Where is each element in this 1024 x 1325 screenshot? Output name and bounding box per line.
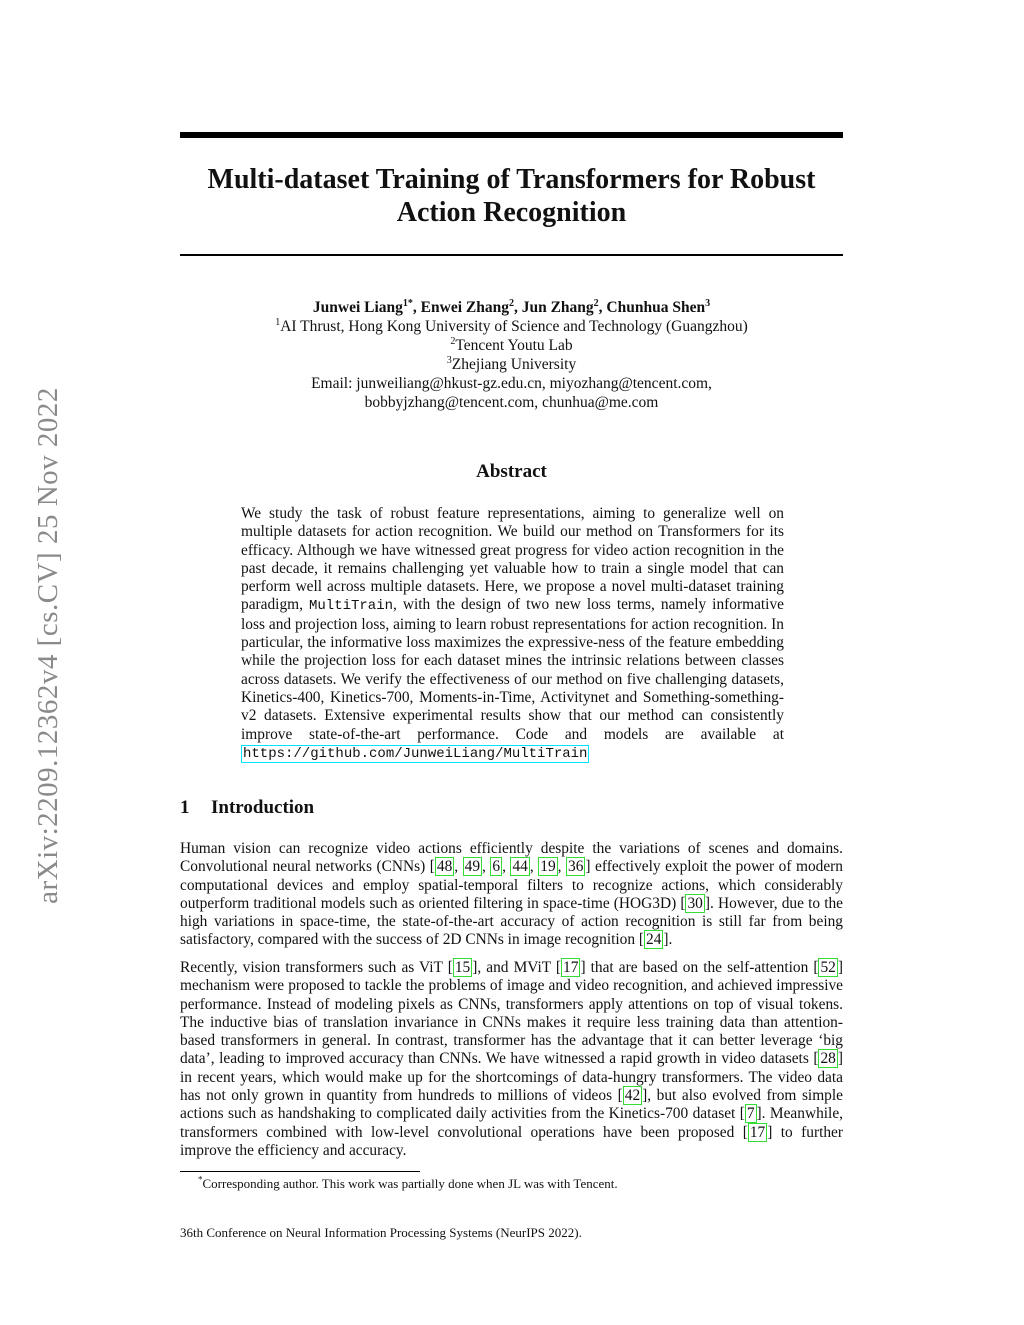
method-name: MultiTrain xyxy=(308,598,393,615)
section-number: 1 xyxy=(180,797,190,818)
author-4-sup: 3 xyxy=(705,297,711,309)
code-url-link[interactable]: https://github.com/JunweiLiang/MultiTrain xyxy=(243,745,588,762)
body-text-span: Human vision can recognize video actions efficiently despite the variations of scenes and domains. Convolutional neural networks (CNNs) [ xyxy=(180,840,843,876)
footnote-text: Corresponding author. This work was partially done when JL was with Tencent. xyxy=(202,1176,618,1191)
email-line-1: Email: junweiliang@hkust-gz.edu.cn, miyozhang@tencent.com, xyxy=(311,375,712,392)
author-block xyxy=(180,298,843,412)
arxiv-stamp xyxy=(28,345,68,945)
author-1-sup: 1* xyxy=(402,297,413,309)
affiliation-3: $^3$Zhejiang University xyxy=(446,354,577,373)
citation-link[interactable]: 19 xyxy=(540,858,556,876)
title-line-2: Action Recognition xyxy=(396,197,627,228)
paper-title xyxy=(180,163,843,229)
abstract-text: We study the task of robust feature representations, aiming to generalize well on multiple datasets for action recognition. We build our method on Transformers for its efficacy. Although we have witnessed great progress for video action recognition in the past decade, it remains challenging yet valuable how to train a single model that can perform well across multiple datasets. Here, we propose a novel multi-dataset training paradigm, MultiTrain, with the design of two new loss terms, namely informative loss and projection loss, aiming to learn robust representations for action recognition. In particular, the informative loss maximizes the expressive-ness of the feature embedding while the projection loss for each dataset mines the intrinsic relations between classes across datasets. We verify the effectiveness of our method on five challenging datasets, Kinetics-400, Kinetics-700, Moments-in-Time, Activitynet and Something-something-v2 datasets. Extensive experimental results show that our method can consistently improve state-of-the-art performance. Code and models are available at https://github.com/JunweiLiang/MultiTrain xyxy=(241,505,784,762)
footnote-rule xyxy=(180,1171,420,1172)
body-text-span: ] to further improve the efficiency and accuracy. xyxy=(180,1123,843,1159)
body-text-span: , xyxy=(454,858,463,876)
title-line-1: Multi-dataset Training of Transformers for Robust xyxy=(207,164,816,195)
email-line-2: bobbyjzhang@tencent.com, chunhua@me.com xyxy=(364,394,659,411)
body-text-span: ]. Meanwhile, transformers combined with low-level convolutional operations have been proposed [ xyxy=(180,1105,844,1141)
citation-link[interactable]: 28 xyxy=(820,1050,836,1068)
citation-link[interactable]: 48 xyxy=(436,858,453,876)
body-text-span: , xyxy=(557,858,567,876)
body-text-span: , xyxy=(482,858,491,876)
citation-link[interactable]: 49 xyxy=(464,858,481,876)
author-4: Chunhua Shen xyxy=(606,299,706,316)
section-title: Introduction xyxy=(211,797,315,818)
citation-link[interactable]: 6 xyxy=(492,858,501,876)
author-3-sup: 2 xyxy=(593,297,599,309)
citation-link[interactable]: 17 xyxy=(749,1123,766,1141)
body-text-span: ] that are based on the self-attention [ xyxy=(580,959,819,976)
body-text-span: ], but also evolved from simple actions such as handshaking to complicated daily activities from the Kinetics-700 dataset [ xyxy=(180,1087,843,1123)
body-text-span: ]. xyxy=(663,931,673,949)
body-text-span: Recently, vision transformers such as ViT [ xyxy=(180,959,453,976)
affiliation-2: $^2$Tencent Youtu Lab xyxy=(450,335,573,354)
body-text-span: ] mechanism were proposed to tackle the problems of image and video recognition, and achieved impressive performance. Instead of modeling pixels as CNNs, transformers apply attentions on top of visual tokens. The inductive bias of translation invariance in CNNs makes it require less training data than attention-based transformers in general. In contrast, transformer has the advantage that it can better leverage ‘big data’, leading to improved accuracy than CNNs. We have witnessed a rapid growth in video datasets [ xyxy=(180,959,844,1068)
author-2-sup: 2 xyxy=(508,297,514,309)
citation-link[interactable]: 42 xyxy=(624,1087,641,1105)
citation-link[interactable]: 36 xyxy=(568,858,584,876)
arxiv-stamp-text: arXiv:2209.12362v4 [cs.CV] 25 Nov 2022 xyxy=(31,386,64,904)
citation-link[interactable]: 17 xyxy=(563,959,579,976)
citation-link[interactable]: 24 xyxy=(646,931,662,949)
author-2: Enwei Zhang xyxy=(420,299,509,316)
title-top-rule xyxy=(180,132,843,138)
author-3: Jun Zhang xyxy=(521,299,594,316)
author-1: Junwei Liang xyxy=(312,299,403,316)
intro-paragraph-2 xyxy=(180,959,843,1160)
body-text-span: ] effectively exploit the power of modern computational devices and employ spatial-temporal filters to recognize actions, which considerably outperform traditional models such as oriented filtering in space-time (HOG3D) [ xyxy=(180,858,843,912)
footnote xyxy=(198,1176,618,1192)
author-names: Junwei Liang$^{1*}$, Enwei Zhang$^2$, Jun Zhang$^2$, Chunhua Shen$^3$ xyxy=(312,297,711,316)
citation-link[interactable]: 44 xyxy=(512,858,528,876)
body-text-span: ], and MViT [ xyxy=(472,959,562,976)
affiliation-1: $^1$AI Thrust, Hong Kong University of Science and Technology (Guangzhou) xyxy=(275,316,748,335)
intro-paragraph-1 xyxy=(180,840,843,950)
body-text-span: ]. However, due to the high variations in space-time, the state-of-the-art accuracy of action recognition is still far from being satisfactory, compared with the success of 2D CNNs in image recognition [ xyxy=(180,894,843,949)
abstract-heading: Abstract xyxy=(476,461,547,482)
citation-link[interactable]: 30 xyxy=(687,894,703,912)
section-heading-introduction xyxy=(180,797,314,819)
footnote-mark: * xyxy=(198,1174,203,1185)
body-text-span: , xyxy=(529,858,539,876)
body-text-span: ] in recent years, which would make up for the shortcomings of data-hungry transformers. The video data has not only grown in quantity from hundreds to millions of videos [ xyxy=(180,1050,843,1105)
title-bottom-rule xyxy=(180,254,843,256)
body-text-span: , xyxy=(502,858,511,876)
citation-link[interactable]: 52 xyxy=(820,959,836,976)
citation-link[interactable]: 7 xyxy=(746,1105,755,1123)
citation-link[interactable]: 15 xyxy=(454,959,471,976)
venue-line: 36th Conference on Neural Information Processing Systems (NeurIPS 2022). xyxy=(180,1225,582,1240)
